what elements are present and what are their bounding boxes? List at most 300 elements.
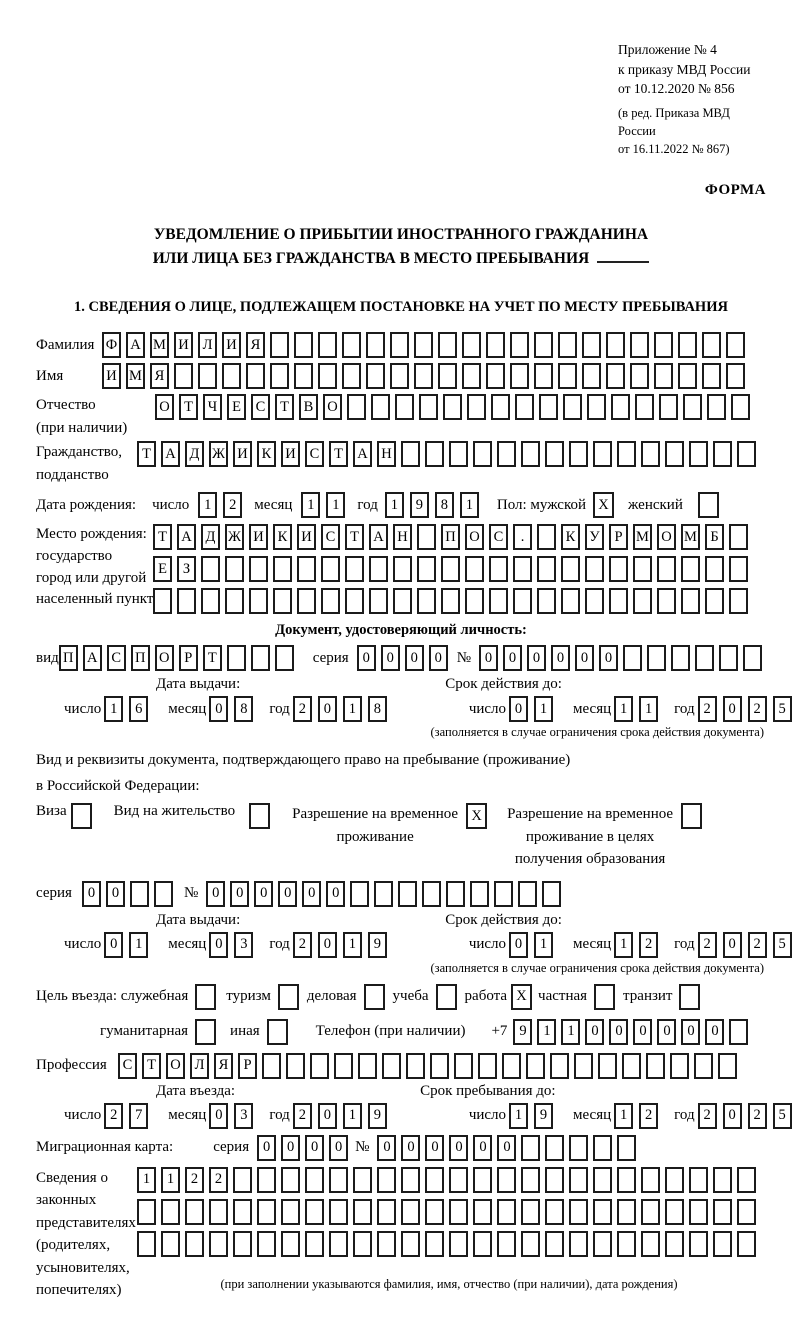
char-cell[interactable] — [465, 556, 484, 582]
char-cell[interactable]: 0 — [585, 1019, 604, 1045]
char-cell[interactable]: 0 — [401, 1135, 420, 1161]
char-cell[interactable]: 2 — [209, 1167, 228, 1193]
char-cell[interactable]: 1 — [537, 1019, 556, 1045]
char-cell[interactable] — [671, 645, 690, 671]
char-cell[interactable]: И — [174, 332, 193, 358]
char-cell[interactable] — [417, 588, 436, 614]
char-cell[interactable] — [369, 556, 388, 582]
char-cell[interactable] — [569, 1135, 588, 1161]
char-cell[interactable] — [454, 1053, 473, 1079]
char-cell[interactable]: 9 — [368, 1103, 387, 1129]
char-cell[interactable]: К — [273, 524, 292, 550]
char-cell[interactable] — [561, 556, 580, 582]
char-cell[interactable]: 1 — [385, 492, 404, 518]
char-cell[interactable]: 9 — [410, 492, 429, 518]
char-cell[interactable] — [537, 556, 556, 582]
char-cell[interactable]: К — [257, 441, 276, 467]
char-cell[interactable] — [281, 1199, 300, 1225]
char-cell[interactable] — [419, 394, 438, 420]
char-cell[interactable] — [377, 1199, 396, 1225]
char-cell[interactable] — [470, 881, 489, 907]
char-cell[interactable] — [545, 441, 564, 467]
char-cell[interactable]: 0 — [278, 881, 297, 907]
char-cell[interactable]: 0 — [318, 932, 337, 958]
char-cell[interactable]: П — [59, 645, 78, 671]
char-cell[interactable] — [246, 363, 265, 389]
char-cell[interactable]: Н — [377, 441, 396, 467]
char-cell[interactable] — [430, 1053, 449, 1079]
char-cell[interactable] — [641, 441, 660, 467]
char-cell[interactable]: 0 — [318, 1103, 337, 1129]
char-cell[interactable] — [713, 441, 732, 467]
char-cell[interactable] — [743, 645, 762, 671]
char-cell[interactable]: М — [681, 524, 700, 550]
char-cell[interactable] — [561, 588, 580, 614]
char-cell[interactable]: 2 — [293, 932, 312, 958]
char-cell[interactable] — [209, 1231, 228, 1257]
char-cell[interactable] — [569, 1231, 588, 1257]
char-cell[interactable] — [225, 588, 244, 614]
char-cell[interactable]: 0 — [575, 645, 594, 671]
char-cell[interactable]: Р — [238, 1053, 257, 1079]
char-cell[interactable] — [201, 556, 220, 582]
char-cell[interactable]: Д — [185, 441, 204, 467]
char-cell[interactable]: Е — [227, 394, 246, 420]
char-cell[interactable] — [497, 1199, 516, 1225]
char-cell[interactable] — [702, 363, 721, 389]
char-cell[interactable]: 0 — [254, 881, 273, 907]
char-cell[interactable] — [689, 1199, 708, 1225]
char-cell[interactable] — [510, 332, 529, 358]
char-cell[interactable]: 1 — [129, 932, 148, 958]
char-cell[interactable]: 0 — [318, 696, 337, 722]
char-cell[interactable]: Т — [137, 441, 156, 467]
char-cell[interactable]: Т — [203, 645, 222, 671]
char-cell[interactable]: 0 — [723, 932, 742, 958]
char-cell[interactable]: О — [465, 524, 484, 550]
char-cell[interactable]: 0 — [497, 1135, 516, 1161]
char-cell[interactable] — [515, 394, 534, 420]
char-cell[interactable] — [633, 588, 652, 614]
char-cell[interactable] — [497, 441, 516, 467]
char-cell[interactable]: 2 — [293, 696, 312, 722]
char-cell[interactable] — [371, 394, 390, 420]
char-cell[interactable] — [582, 332, 601, 358]
char-cell[interactable] — [417, 556, 436, 582]
char-cell[interactable] — [390, 363, 409, 389]
char-cell[interactable] — [130, 881, 149, 907]
char-cell[interactable]: С — [107, 645, 126, 671]
char-cell[interactable]: 1 — [614, 1103, 633, 1129]
char-cell[interactable]: 0 — [599, 645, 618, 671]
char-cell[interactable] — [713, 1167, 732, 1193]
char-cell[interactable] — [630, 363, 649, 389]
char-cell[interactable] — [441, 588, 460, 614]
char-cell[interactable]: 1 — [104, 696, 123, 722]
char-cell[interactable] — [713, 1231, 732, 1257]
char-cell[interactable] — [441, 556, 460, 582]
char-cell[interactable] — [449, 1231, 468, 1257]
char-cell[interactable] — [462, 332, 481, 358]
char-cell[interactable]: 0 — [377, 1135, 396, 1161]
char-cell[interactable] — [694, 1053, 713, 1079]
char-cell[interactable]: О — [323, 394, 342, 420]
char-cell[interactable] — [635, 394, 654, 420]
char-cell[interactable]: Ж — [209, 441, 228, 467]
char-cell[interactable] — [665, 1167, 684, 1193]
char-cell[interactable] — [401, 441, 420, 467]
char-cell[interactable] — [521, 1199, 540, 1225]
char-cell[interactable]: Т — [329, 441, 348, 467]
char-cell[interactable]: 0 — [329, 1135, 348, 1161]
char-cell[interactable]: Т — [153, 524, 172, 550]
char-cell[interactable] — [729, 556, 748, 582]
char-cell[interactable]: 0 — [609, 1019, 628, 1045]
char-cell[interactable] — [249, 588, 268, 614]
char-cell[interactable] — [617, 1135, 636, 1161]
char-cell[interactable] — [393, 556, 412, 582]
char-cell[interactable] — [737, 1231, 756, 1257]
char-cell[interactable] — [737, 441, 756, 467]
char-cell[interactable] — [545, 1199, 564, 1225]
char-cell[interactable]: 2 — [223, 492, 242, 518]
char-cell[interactable]: С — [305, 441, 324, 467]
char-cell[interactable] — [353, 1167, 372, 1193]
char-cell[interactable] — [585, 588, 604, 614]
char-cell[interactable] — [137, 1231, 156, 1257]
char-cell[interactable] — [273, 556, 292, 582]
temp-residence-checkbox[interactable]: X — [466, 803, 487, 829]
char-cell[interactable]: 0 — [527, 645, 546, 671]
char-cell[interactable] — [154, 881, 173, 907]
char-cell[interactable] — [731, 394, 750, 420]
char-cell[interactable]: 1 — [639, 696, 658, 722]
char-cell[interactable] — [729, 524, 748, 550]
char-cell[interactable] — [249, 556, 268, 582]
char-cell[interactable]: Е — [153, 556, 172, 582]
char-cell[interactable] — [382, 1053, 401, 1079]
char-cell[interactable] — [478, 1053, 497, 1079]
char-cell[interactable]: 0 — [209, 696, 228, 722]
char-cell[interactable] — [569, 1167, 588, 1193]
char-cell[interactable] — [641, 1199, 660, 1225]
char-cell[interactable] — [545, 1231, 564, 1257]
char-cell[interactable]: 3 — [234, 932, 253, 958]
char-cell[interactable]: 0 — [723, 1103, 742, 1129]
char-cell[interactable] — [345, 588, 364, 614]
char-cell[interactable]: У — [585, 524, 604, 550]
char-cell[interactable] — [270, 332, 289, 358]
char-cell[interactable]: А — [161, 441, 180, 467]
char-cell[interactable] — [414, 363, 433, 389]
char-cell[interactable] — [521, 441, 540, 467]
char-cell[interactable] — [729, 1019, 748, 1045]
char-cell[interactable] — [318, 363, 337, 389]
char-cell[interactable] — [491, 394, 510, 420]
char-cell[interactable]: 1 — [534, 932, 553, 958]
char-cell[interactable]: О — [155, 645, 174, 671]
char-cell[interactable]: 5 — [773, 696, 792, 722]
char-cell[interactable] — [366, 363, 385, 389]
char-cell[interactable] — [534, 363, 553, 389]
char-cell[interactable] — [587, 394, 606, 420]
char-cell[interactable] — [462, 363, 481, 389]
char-cell[interactable]: 0 — [381, 645, 400, 671]
char-cell[interactable]: 1 — [460, 492, 479, 518]
purpose-humanitarian-checkbox[interactable] — [195, 1019, 216, 1045]
char-cell[interactable] — [449, 1199, 468, 1225]
char-cell[interactable]: 9 — [513, 1019, 532, 1045]
char-cell[interactable]: 2 — [185, 1167, 204, 1193]
char-cell[interactable] — [177, 588, 196, 614]
char-cell[interactable] — [449, 1167, 468, 1193]
char-cell[interactable] — [329, 1199, 348, 1225]
purpose-work-checkbox[interactable]: X — [511, 984, 532, 1010]
char-cell[interactable]: 0 — [209, 1103, 228, 1129]
char-cell[interactable]: 0 — [657, 1019, 676, 1045]
char-cell[interactable]: А — [126, 332, 145, 358]
char-cell[interactable] — [665, 1231, 684, 1257]
char-cell[interactable]: Р — [179, 645, 198, 671]
char-cell[interactable] — [305, 1199, 324, 1225]
char-cell[interactable]: 2 — [698, 932, 717, 958]
char-cell[interactable]: Т — [179, 394, 198, 420]
char-cell[interactable] — [521, 1231, 540, 1257]
char-cell[interactable] — [222, 363, 241, 389]
char-cell[interactable]: 1 — [509, 1103, 528, 1129]
char-cell[interactable] — [582, 363, 601, 389]
char-cell[interactable] — [425, 441, 444, 467]
char-cell[interactable]: 2 — [748, 696, 767, 722]
char-cell[interactable] — [377, 1167, 396, 1193]
char-cell[interactable] — [702, 332, 721, 358]
char-cell[interactable]: 0 — [357, 645, 376, 671]
purpose-official-checkbox[interactable] — [195, 984, 216, 1010]
char-cell[interactable] — [502, 1053, 521, 1079]
char-cell[interactable] — [593, 1231, 612, 1257]
char-cell[interactable]: Б — [705, 524, 724, 550]
char-cell[interactable] — [623, 645, 642, 671]
char-cell[interactable]: О — [657, 524, 676, 550]
char-cell[interactable]: 8 — [234, 696, 253, 722]
char-cell[interactable] — [659, 394, 678, 420]
char-cell[interactable]: 0 — [82, 881, 101, 907]
char-cell[interactable] — [657, 588, 676, 614]
char-cell[interactable] — [689, 441, 708, 467]
char-cell[interactable] — [617, 441, 636, 467]
char-cell[interactable] — [641, 1167, 660, 1193]
char-cell[interactable] — [467, 394, 486, 420]
char-cell[interactable]: Я — [214, 1053, 233, 1079]
char-cell[interactable]: Р — [609, 524, 628, 550]
char-cell[interactable] — [630, 332, 649, 358]
char-cell[interactable]: 2 — [104, 1103, 123, 1129]
char-cell[interactable]: 0 — [509, 696, 528, 722]
char-cell[interactable]: 0 — [425, 1135, 444, 1161]
char-cell[interactable]: 0 — [305, 1135, 324, 1161]
char-cell[interactable]: 2 — [748, 932, 767, 958]
char-cell[interactable] — [726, 332, 745, 358]
char-cell[interactable]: 0 — [473, 1135, 492, 1161]
purpose-other-checkbox[interactable] — [267, 1019, 288, 1045]
char-cell[interactable] — [737, 1199, 756, 1225]
char-cell[interactable] — [465, 588, 484, 614]
char-cell[interactable] — [305, 1231, 324, 1257]
char-cell[interactable] — [401, 1167, 420, 1193]
char-cell[interactable]: Ч — [203, 394, 222, 420]
char-cell[interactable] — [617, 1167, 636, 1193]
char-cell[interactable]: 1 — [326, 492, 345, 518]
char-cell[interactable]: 0 — [429, 645, 448, 671]
char-cell[interactable] — [569, 1199, 588, 1225]
char-cell[interactable] — [569, 441, 588, 467]
char-cell[interactable]: Д — [201, 524, 220, 550]
char-cell[interactable] — [689, 1231, 708, 1257]
char-cell[interactable] — [617, 1231, 636, 1257]
char-cell[interactable] — [689, 1167, 708, 1193]
char-cell[interactable] — [393, 588, 412, 614]
char-cell[interactable] — [494, 881, 513, 907]
char-cell[interactable] — [342, 363, 361, 389]
char-cell[interactable]: 2 — [639, 1103, 658, 1129]
char-cell[interactable]: 0 — [509, 932, 528, 958]
char-cell[interactable]: 0 — [449, 1135, 468, 1161]
char-cell[interactable] — [647, 645, 666, 671]
char-cell[interactable] — [737, 1167, 756, 1193]
char-cell[interactable] — [425, 1167, 444, 1193]
char-cell[interactable] — [558, 332, 577, 358]
char-cell[interactable]: 0 — [257, 1135, 276, 1161]
char-cell[interactable] — [606, 363, 625, 389]
char-cell[interactable] — [473, 441, 492, 467]
char-cell[interactable] — [233, 1231, 252, 1257]
char-cell[interactable]: 1 — [137, 1167, 156, 1193]
char-cell[interactable] — [321, 588, 340, 614]
char-cell[interactable] — [707, 394, 726, 420]
char-cell[interactable] — [574, 1053, 593, 1079]
char-cell[interactable]: 0 — [281, 1135, 300, 1161]
char-cell[interactable] — [598, 1053, 617, 1079]
char-cell[interactable] — [486, 332, 505, 358]
char-cell[interactable] — [353, 1231, 372, 1257]
char-cell[interactable]: . — [513, 524, 532, 550]
char-cell[interactable] — [161, 1199, 180, 1225]
char-cell[interactable]: А — [177, 524, 196, 550]
char-cell[interactable] — [201, 588, 220, 614]
char-cell[interactable] — [497, 1231, 516, 1257]
char-cell[interactable] — [542, 881, 561, 907]
char-cell[interactable] — [654, 363, 673, 389]
char-cell[interactable]: К — [561, 524, 580, 550]
char-cell[interactable]: И — [102, 363, 121, 389]
char-cell[interactable] — [665, 441, 684, 467]
char-cell[interactable]: 1 — [534, 696, 553, 722]
char-cell[interactable] — [473, 1199, 492, 1225]
char-cell[interactable]: З — [177, 556, 196, 582]
char-cell[interactable] — [161, 1231, 180, 1257]
char-cell[interactable]: И — [281, 441, 300, 467]
char-cell[interactable] — [695, 645, 714, 671]
char-cell[interactable] — [443, 394, 462, 420]
char-cell[interactable]: 1 — [343, 696, 362, 722]
char-cell[interactable] — [406, 1053, 425, 1079]
char-cell[interactable] — [719, 645, 738, 671]
purpose-business-checkbox[interactable] — [364, 984, 385, 1010]
char-cell[interactable]: 1 — [343, 932, 362, 958]
char-cell[interactable]: 0 — [681, 1019, 700, 1045]
char-cell[interactable] — [705, 556, 724, 582]
char-cell[interactable]: 5 — [773, 932, 792, 958]
char-cell[interactable]: 0 — [302, 881, 321, 907]
char-cell[interactable] — [513, 588, 532, 614]
char-cell[interactable]: 0 — [106, 881, 125, 907]
char-cell[interactable]: И — [233, 441, 252, 467]
char-cell[interactable] — [318, 332, 337, 358]
char-cell[interactable] — [329, 1167, 348, 1193]
char-cell[interactable]: 6 — [129, 696, 148, 722]
char-cell[interactable] — [401, 1231, 420, 1257]
char-cell[interactable] — [137, 1199, 156, 1225]
residence-permit-checkbox[interactable] — [249, 803, 270, 829]
char-cell[interactable] — [657, 556, 676, 582]
char-cell[interactable]: 1 — [614, 696, 633, 722]
char-cell[interactable]: П — [441, 524, 460, 550]
char-cell[interactable] — [353, 1199, 372, 1225]
char-cell[interactable]: Л — [190, 1053, 209, 1079]
char-cell[interactable]: 1 — [301, 492, 320, 518]
char-cell[interactable]: Я — [246, 332, 265, 358]
char-cell[interactable] — [369, 588, 388, 614]
char-cell[interactable] — [617, 1199, 636, 1225]
char-cell[interactable] — [609, 588, 628, 614]
char-cell[interactable]: Я — [150, 363, 169, 389]
char-cell[interactable] — [593, 441, 612, 467]
char-cell[interactable]: С — [118, 1053, 137, 1079]
char-cell[interactable] — [606, 332, 625, 358]
char-cell[interactable] — [683, 394, 702, 420]
char-cell[interactable] — [305, 1167, 324, 1193]
char-cell[interactable] — [713, 1199, 732, 1225]
char-cell[interactable] — [342, 332, 361, 358]
char-cell[interactable] — [678, 332, 697, 358]
char-cell[interactable] — [489, 588, 508, 614]
char-cell[interactable] — [438, 332, 457, 358]
char-cell[interactable] — [545, 1135, 564, 1161]
char-cell[interactable]: 0 — [723, 696, 742, 722]
char-cell[interactable] — [537, 588, 556, 614]
char-cell[interactable] — [473, 1167, 492, 1193]
char-cell[interactable] — [537, 524, 556, 550]
char-cell[interactable]: 1 — [614, 932, 633, 958]
char-cell[interactable]: 2 — [698, 696, 717, 722]
char-cell[interactable] — [401, 1199, 420, 1225]
char-cell[interactable]: Н — [393, 524, 412, 550]
char-cell[interactable]: Ж — [225, 524, 244, 550]
char-cell[interactable]: 1 — [561, 1019, 580, 1045]
char-cell[interactable] — [233, 1199, 252, 1225]
char-cell[interactable] — [281, 1167, 300, 1193]
char-cell[interactable]: 0 — [633, 1019, 652, 1045]
char-cell[interactable]: 9 — [368, 932, 387, 958]
char-cell[interactable]: 0 — [326, 881, 345, 907]
char-cell[interactable] — [518, 881, 537, 907]
char-cell[interactable] — [534, 332, 553, 358]
char-cell[interactable] — [513, 556, 532, 582]
char-cell[interactable]: 0 — [551, 645, 570, 671]
char-cell[interactable] — [350, 881, 369, 907]
char-cell[interactable] — [286, 1053, 305, 1079]
char-cell[interactable] — [257, 1231, 276, 1257]
